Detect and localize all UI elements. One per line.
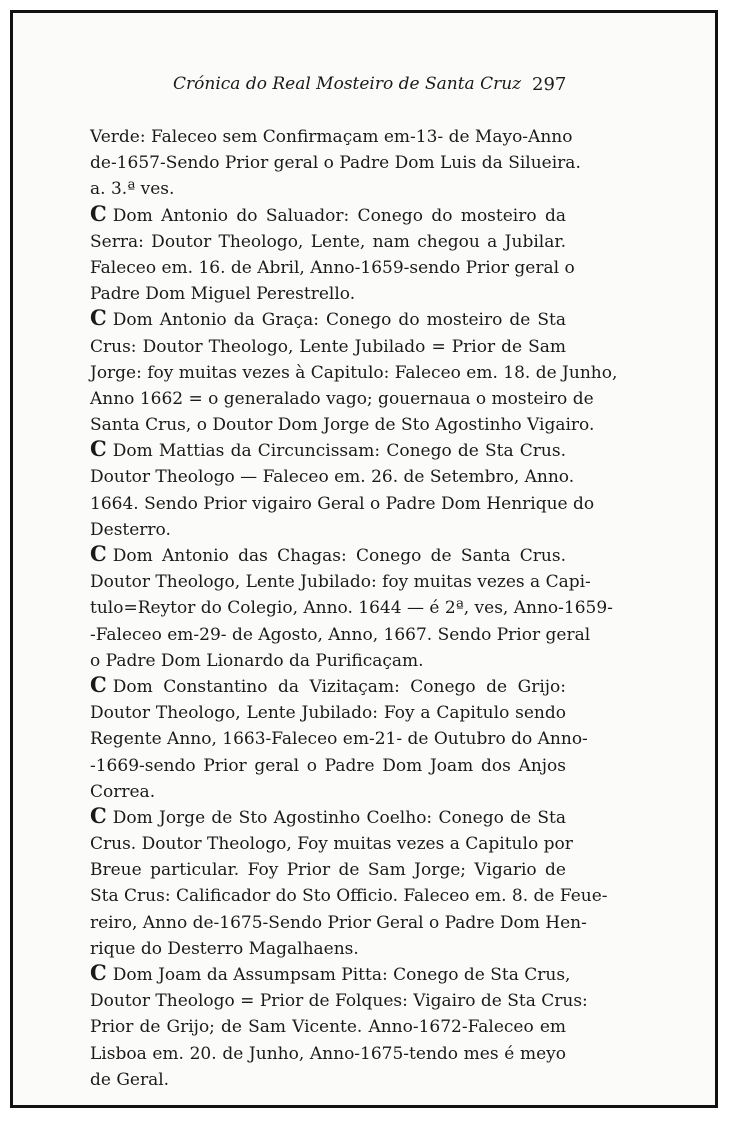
text-line-content: tulo=Reytor do Colegio, Anno. 1644 — é 2ª, ves, Anno-1659-: [90, 598, 613, 619]
text-line: [90, 360, 618, 386]
text-line: [90, 307, 566, 333]
text-line-content: rique do Desterro Magalhaens.: [90, 938, 359, 959]
text-line: [90, 595, 613, 621]
text-line: [90, 150, 581, 176]
text-line: [90, 1014, 566, 1040]
text-line-content: Dom Jorge de Sto Agostinho Coelho: Conego de Sta: [112, 807, 566, 828]
text-line-content: Correa.: [90, 781, 156, 802]
paragraph-mark-icon: C: [90, 802, 107, 828]
text-line: [90, 622, 591, 648]
text-line: [90, 412, 595, 438]
text-line: [90, 779, 566, 805]
text-line: [90, 753, 566, 779]
page-number: 297: [532, 74, 567, 95]
text-line: [90, 1041, 566, 1067]
text-line: [90, 883, 608, 909]
text-line-content: Serra: Doutor Theologo, Lente, nam chegou a Jubilar.: [90, 231, 566, 252]
text-line-content: Doutor Theologo, Lente Jubilado: Foy a Capitulo sendo: [90, 703, 566, 724]
body-text: [90, 124, 618, 1093]
text-line-content: Doutor Theologo — Faleceo em. 26. de Setembro, Anno.: [90, 467, 575, 488]
paragraph-mark-icon: C: [90, 200, 107, 226]
text-line-content: Crus. Doutor Theologo, Foy muitas vezes a Capitulo por: [90, 834, 573, 855]
text-line: [90, 229, 566, 255]
text-line: [90, 386, 594, 412]
running-header: [0, 74, 731, 100]
text-line-content: Sta Crus: Calificador do Sto Officio. Faleceo em. 8. de Feue-: [90, 886, 608, 907]
text-line: [90, 464, 575, 490]
text-line-content: 1664. Sendo Prior vigairo Geral o Padre Dom Henrique do: [90, 493, 595, 514]
text-line-content: Dom Joam da Assumpsam Pitta: Conego de Sta Crus,: [112, 965, 571, 985]
text-line: [90, 648, 566, 674]
text-line: [90, 281, 566, 307]
paragraph-mark-icon: C: [90, 671, 107, 697]
text-line: [90, 910, 587, 936]
text-line: [90, 700, 566, 726]
text-line-content: Crus: Doutor Theologo, Lente Jubilado = Prior de Sam: [90, 336, 566, 357]
text-line-content: a. 3.ª ves.: [90, 179, 175, 200]
text-line-content: Breue particular. Foy Prior de Sam Jorge; Vigario de: [90, 860, 566, 881]
text-line: [90, 517, 566, 543]
text-line-content: Dom Constantino da Vizitaçam: Conego de Grijo:: [112, 676, 566, 697]
text-line: [90, 802, 566, 831]
text-line: [90, 988, 588, 1014]
text-line: [90, 334, 566, 360]
text-line-content: Santa Crus, o Doutor Dom Jorge de Sto Agostinho Vigairo.: [90, 415, 595, 436]
text-line-content: Dom Antonio do Saluador: Conego do mosteiro da: [112, 205, 566, 226]
text-line-content: Lisboa em. 20. de Junho, Anno-1675-tendo mes é meyo: [90, 1043, 566, 1064]
text-line: [90, 960, 571, 988]
paragraph-mark-icon: C: [90, 960, 107, 985]
text-line: [90, 200, 566, 229]
text-line: [90, 857, 566, 883]
text-line-content: de-1657-Sendo Prior geral o Padre Dom Luis da Silueira.: [90, 153, 581, 174]
text-line: [90, 726, 588, 752]
text-line-content: Dom Antonio da Graça: Conego do mosteiro de Sta: [112, 310, 566, 331]
text-line-content: -1669-sendo Prior geral o Padre Dom Joam dos Anjos: [90, 755, 566, 776]
text-line-content: reiro, Anno de-1675-Sendo Prior Geral o Padre Dom Hen-: [90, 912, 587, 933]
text-line-content: Faleceo em. 16. de Abril, Anno-1659-sendo Prior geral o: [90, 257, 575, 278]
text-line: [90, 1067, 566, 1093]
text-line-content: de Geral.: [90, 1069, 170, 1090]
text-line-content: Desterro.: [90, 519, 171, 540]
text-line-content: Regente Anno, 1663-Faleceo em-21- de Outubro do Anno-: [90, 729, 588, 750]
text-line-content: Prior de Grijo; de Sam Vicente. Anno-1672-Faleceo em: [90, 1017, 566, 1038]
text-line-content: Doutor Theologo, Lente Jubilado: foy muitas vezes a Capi-: [90, 572, 591, 593]
running-title: Crónica do Real Mosteiro de Santa Cruz: [173, 74, 522, 94]
text-line: [90, 176, 566, 202]
text-line-content: Anno 1662 = o generalado vago; gouernaua o mosteiro de: [90, 388, 594, 409]
text-line: [90, 491, 595, 517]
text-line: [90, 671, 566, 700]
text-line: [90, 831, 573, 857]
text-line: [90, 438, 566, 464]
text-line-content: Dom Antonio das Chagas: Conego de Santa Crus.: [112, 546, 566, 566]
text-line: [90, 569, 591, 595]
text-line-content: o Padre Dom Lionardo da Purificaçam.: [90, 650, 424, 671]
text-line-content: -Faleceo em-29- de Agosto, Anno, 1667. Sendo Prior geral: [90, 624, 591, 645]
text-line: [90, 936, 566, 962]
paragraph-mark-icon: C: [90, 436, 107, 462]
paragraph-mark-icon: C: [90, 541, 107, 566]
paragraph-mark-icon: C: [90, 305, 107, 331]
text-line: [90, 124, 573, 150]
text-line: [90, 255, 575, 281]
text-line-content: Padre Dom Miguel Perestrello.: [90, 284, 356, 305]
text-line-content: Verde: Faleceo sem Confirmaçam em-13- de Mayo-Anno: [90, 127, 573, 147]
text-line-content: Dom Mattias da Circuncissam: Conego de Sta Crus.: [112, 441, 566, 462]
text-line-content: Jorge: foy muitas vezes à Capitulo: Faleceo em. 18. de Junho,: [90, 362, 618, 383]
text-line-content: Doutor Theologo = Prior de Folques: Vigairo de Sta Crus:: [90, 991, 588, 1012]
text-line: [90, 543, 566, 569]
